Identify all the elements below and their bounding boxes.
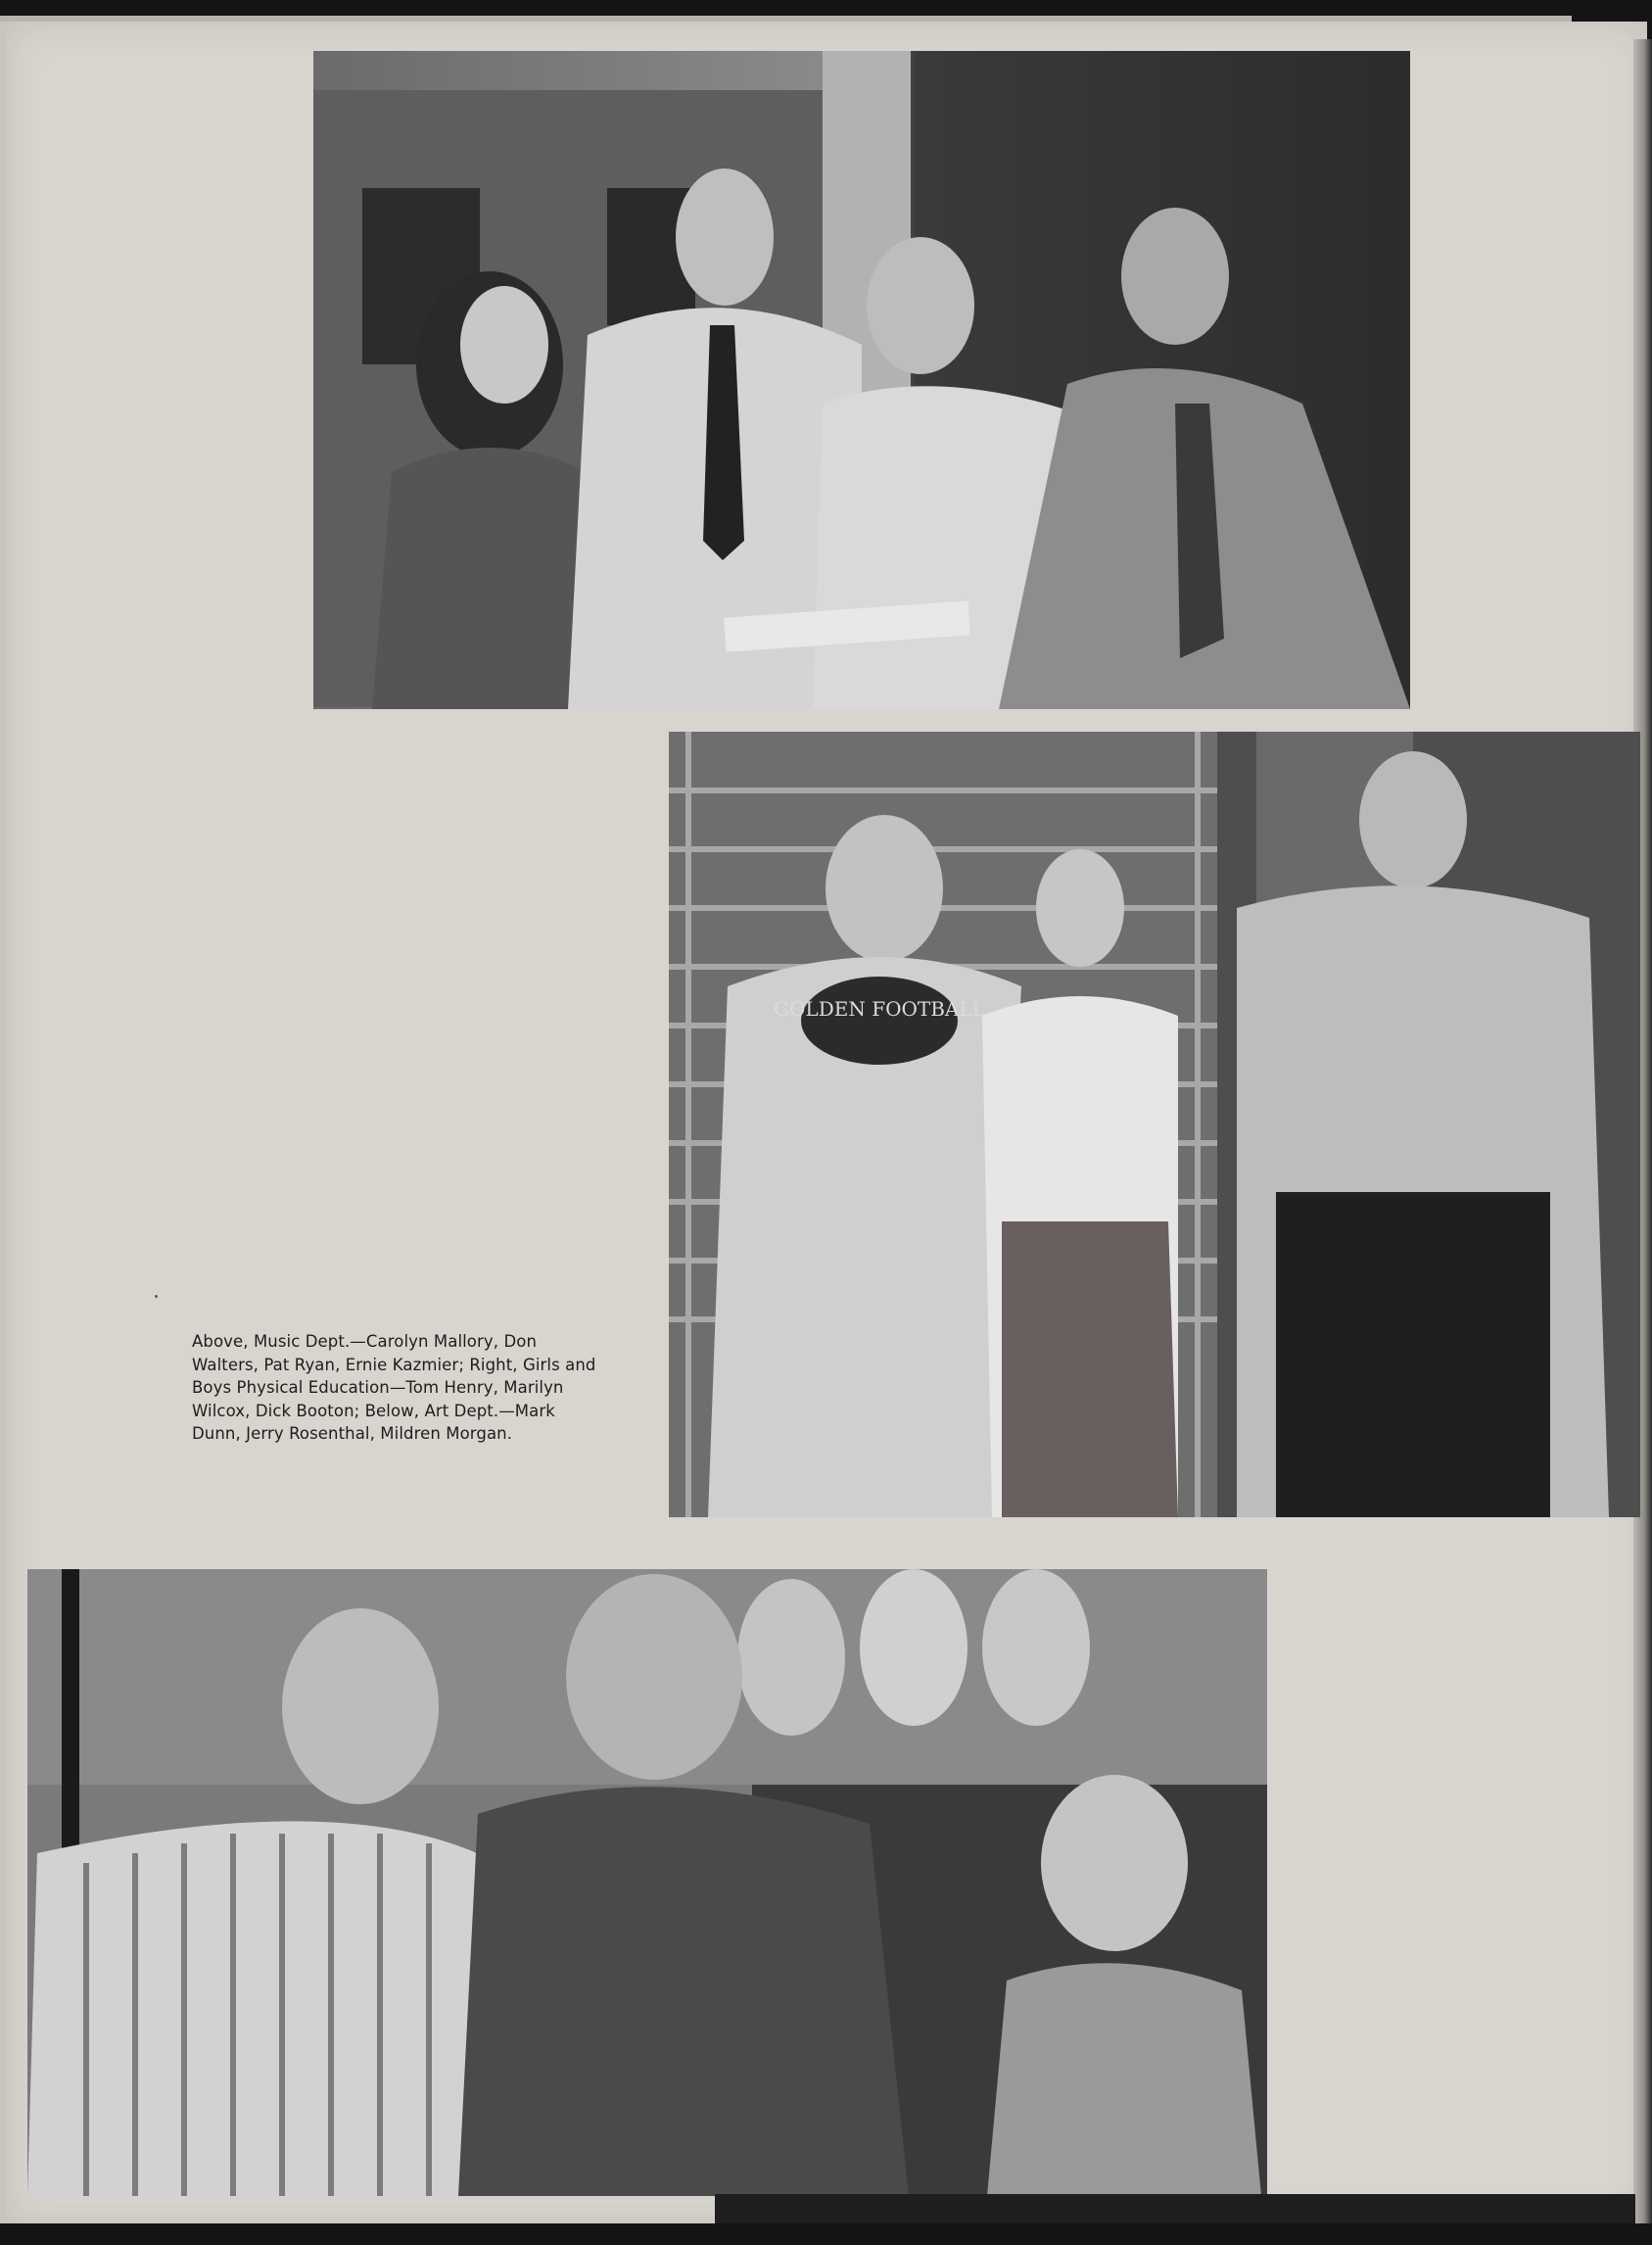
photo-caption: Above, Music Dept.—Carolyn Mallory, Don Walters, Pat Ryan, Ernie Kazmier; Right, Girls and Boys Physical Education—Tom Henry, Marilyn Wilcox, Dick Booton; Below, Art Dept.—Mark Dunn, Jerry Rosenthal, Mildren Morgan.	[192, 1332, 596, 1443]
bottom-edge-strip	[715, 2194, 1635, 2223]
music-dept-photo	[313, 51, 1410, 709]
pe-dept-photo	[669, 732, 1640, 1517]
print-speck	[155, 1295, 158, 1298]
shirt-text: GOLDEN FOOTBALL	[774, 997, 985, 1021]
art-dept-photo	[27, 1569, 1267, 2196]
